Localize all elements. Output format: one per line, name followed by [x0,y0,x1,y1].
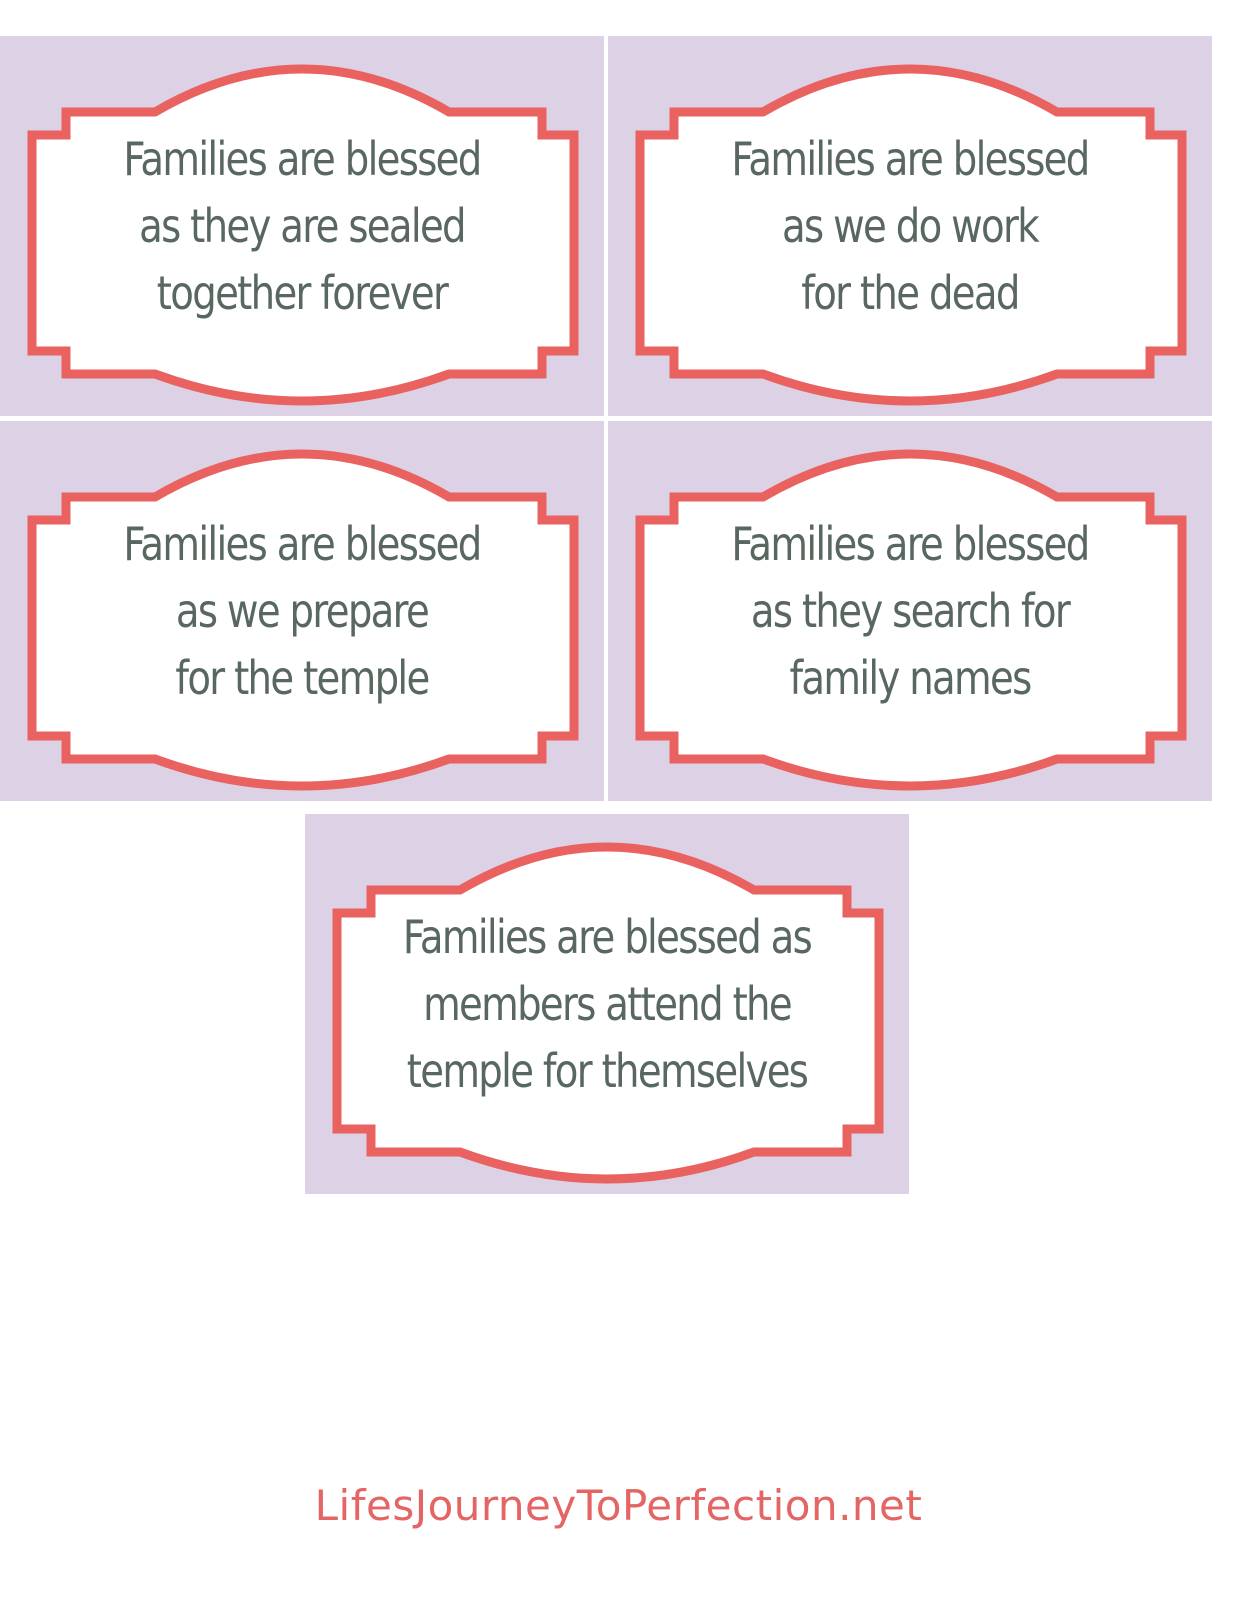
card-text [731,501,1089,721]
card-text-line: members attend the [423,976,791,1031]
card-text-line: Families are blessed [731,131,1089,186]
card-text-line: Families are blessed [123,131,481,186]
card-text-line: together forever [156,265,448,320]
card-text [123,116,481,336]
label-card [305,814,909,1194]
label-card [0,36,604,416]
label-card [608,36,1212,416]
card-text-line: for the dead [801,265,1019,320]
card-text [402,894,812,1114]
card-text-line: temple for themselves [406,1043,808,1098]
card-text [731,116,1089,336]
label-card [0,421,604,801]
card-text-line: as they search for [750,583,1070,638]
footer-website-credit: LifesJourneyToPerfection.net [314,1481,923,1530]
card-text-line: as we do work [782,198,1038,253]
card-text [123,501,481,721]
card-text-line: Families are blessed as [402,909,812,964]
label-card [608,421,1212,801]
card-text-line: for the temple [175,650,429,705]
card-text-line: as they are sealed [139,198,465,253]
card-text-line: as we prepare [175,583,429,638]
card-text-line: Families are blessed [731,516,1089,571]
card-text-line: family names [789,650,1031,705]
card-text-line: Families are blessed [123,516,481,571]
